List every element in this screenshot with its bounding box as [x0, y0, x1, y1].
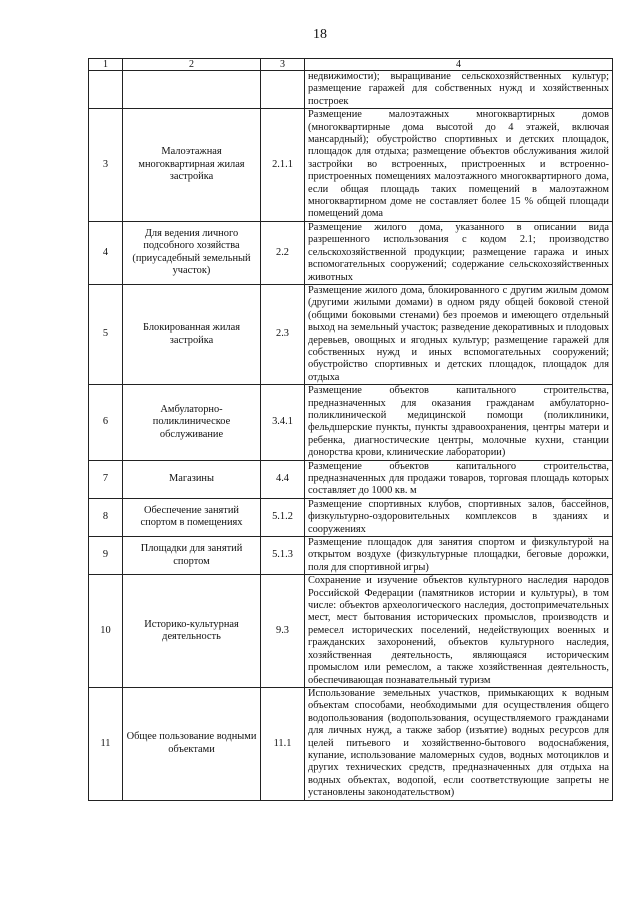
- row-name-cell: Общее пользование водными объектами: [123, 687, 261, 800]
- row-number-cell: 9: [89, 537, 123, 575]
- row-number-cell: 3: [89, 109, 123, 222]
- table-row: [89, 498, 613, 536]
- row-number-cell: 5: [89, 284, 123, 384]
- table-row: [89, 385, 613, 460]
- row-description-cell: Использование земельных участков, примыкающих к водным объектам способами, необходимыми для осуществления общего водопользования (водопользования, осуществляемого гражданами для личных нужд, а также забор (изъятие) водных ресурсов для целей питьевого и хозяйственно-бытового водоснабжения, купание, использование маломерных судов, водных мотоциклов и других технических средств, предназначенных для отдыха на водных объектах, водопой, если соответствующие запреты не установлены законодательством): [305, 687, 613, 800]
- row-code-cell: 5.1.2: [261, 498, 305, 536]
- row-code-cell: 11.1: [261, 687, 305, 800]
- row-number-cell: 10: [89, 575, 123, 688]
- header-cell: 3: [261, 59, 305, 71]
- row-name-cell: Площадки для занятий спортом: [123, 537, 261, 575]
- row-name-cell: Историко-культурная деятельность: [123, 575, 261, 688]
- row-name-cell: Магазины: [123, 460, 261, 498]
- header-cell: 2: [123, 59, 261, 71]
- row-code-cell: 3.4.1: [261, 385, 305, 460]
- row-description-cell: Размещение малоэтажных многоквартирных домов (многоквартирные дома высотой до 4 этажей, включая мансардный); обустройство спортивных и детских площадок, площадок для отдыха; размещение объектов обслуживания жилой застройки во встроенных, пристроенных и встроенно-пристроенных помещениях малоэтажного многоквартирного дома, если общая площадь таких помещений в малоэтажном многоквартирном доме не составляет более 15 % общей площади помещений дома: [305, 109, 613, 222]
- row-number-cell: 4: [89, 221, 123, 284]
- table-row: [89, 71, 613, 109]
- row-description-cell: Сохранение и изучение объектов культурного наследия народов Российской Федерации (памятников истории и культуры), в том числе: объектов археологического наследия, достопримечательных мест, мест бытования исторических промыслов, производств и ремесел исторических поселений, недействующих военных и гражданских захоронений, объектов культурного наследия, хозяйственная деятельность, являющаяся историческим промыслом или ремеслом, а также хозяйственная деятельность, обеспечивающая познавательный туризм: [305, 575, 613, 688]
- table-row: [89, 460, 613, 498]
- row-code-cell: 2.2: [261, 221, 305, 284]
- row-name-cell: Малоэтажная многоквартирная жилая застройка: [123, 109, 261, 222]
- row-code-cell: 5.1.3: [261, 537, 305, 575]
- row-description-cell: Размещение объектов капитального строительства, предназначенных для продажи товаров, торговая площадь которых составляет до 1000 кв. м: [305, 460, 613, 498]
- row-number-cell: [89, 71, 123, 109]
- table-row: [89, 537, 613, 575]
- row-number-cell: 7: [89, 460, 123, 498]
- table-row: [89, 221, 613, 284]
- row-code-cell: 9.3: [261, 575, 305, 688]
- row-name-cell: Амбулаторно-поликлиническое обслуживание: [123, 385, 261, 460]
- row-code-cell: 2.3: [261, 284, 305, 384]
- row-description-cell: Размещение спортивных клубов, спортивных залов, бассейнов, физкультурно-оздоровительных комплексов в зданиях и сооружениях: [305, 498, 613, 536]
- row-code-cell: [261, 71, 305, 109]
- row-name-cell: [123, 71, 261, 109]
- row-number-cell: 11: [89, 687, 123, 800]
- header-cell: 1: [89, 59, 123, 71]
- table-row: [89, 109, 613, 222]
- row-description-cell: Размещение жилого дома, блокированного с другим жилым домом (другими жилыми домами) в одном ряду общей боковой стеной (общими боковыми стенами) без проемов и имеющего отдельный выход на земельный участок; разведение декоративных и плодовых деревьев, овощных и ягодных культур; размещение гаражей для собственных нужд и иных вспомогательных сооружений; обустройство спортивных и детских площадок, площадок для отдыха: [305, 284, 613, 384]
- row-description-cell: Размещение площадок для занятия спортом и физкультурой на открытом воздухе (физкультурные площадки, беговые дорожки, поля для спортивной игры): [305, 537, 613, 575]
- row-name-cell: Обеспечение занятий спортом в помещениях: [123, 498, 261, 536]
- table-row: [89, 284, 613, 384]
- row-name-cell: Блокированная жилая застройка: [123, 284, 261, 384]
- land-use-table: [88, 58, 613, 801]
- row-code-cell: 2.1.1: [261, 109, 305, 222]
- header-cell: 4: [305, 59, 613, 71]
- row-description-cell: Размещение объектов капитального строительства, предназначенных для оказания гражданам амбулаторно-поликлинической медицинской помощи (поликлиники, фельдшерские пункты, пункты здравоохранения, центры матери и ребенка, диагностические центры, молочные кухни, станции донорства крови, клинические лаборатории): [305, 385, 613, 460]
- table-row: [89, 687, 613, 800]
- row-name-cell: Для ведения личного подсобного хозяйства (приусадебный земельный участок): [123, 221, 261, 284]
- row-description-cell: недвижимости); выращивание сельскохозяйственных культур; размещение гаражей для собственных нужд и хозяйственных построек: [305, 71, 613, 109]
- table-row: [89, 575, 613, 688]
- page-number: 18: [313, 27, 327, 42]
- row-code-cell: 4.4: [261, 460, 305, 498]
- row-number-cell: 8: [89, 498, 123, 536]
- header-row: [89, 59, 613, 71]
- row-number-cell: 6: [89, 385, 123, 460]
- row-description-cell: Размещение жилого дома, указанного в описании вида разрешенного использования с кодом 2.1; производство сельскохозяйственной продукции; размещение гаража и иных вспомогательных сооружений; содержание сельскохозяйственных животных: [305, 221, 613, 284]
